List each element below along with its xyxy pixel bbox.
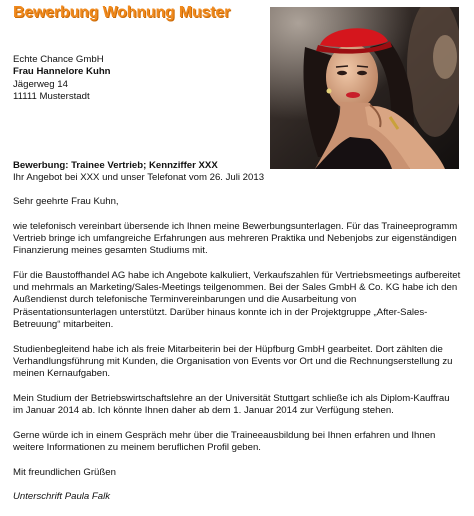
paragraph-studies: Mein Studium der Betriebswirtschaftslehre an der Universität Stuttgart schließe ich als Diplom-Kauffrau im Januar 2014 ab. Ich könnte Ihnen daher ab dem 1. Januar 2014 zur Verfügung stehen. (13, 392, 450, 417)
portrait-image (270, 7, 459, 169)
applicant-portrait-photo (270, 7, 459, 169)
sender-street: Jägerweg 14 (13, 78, 68, 90)
subject-block (13, 160, 264, 185)
paragraph-freelance: Studienbegleitend habe ich als freie Mitarbeiterin bei der Hüpfburg GmbH gearbeitet. Dort zählten die Verhandlungsführung mit Kunden, die Organisation von Events vor Ort und die Rechnungserstellung zu meinen Kernaufgaben. (13, 343, 453, 380)
paragraph-intro: wie telefonisch vereinbart übersende ich Ihnen meine Bewerbungsunterlagen. Für das Traineeprogramm Vertrieb bringe ich umfangreiche Erfahrungen aus mehreren Praktika und Nebenjobs zur eigenständigen Finanzierung meines gesamten Studiums mit. (13, 220, 458, 257)
paragraph-experience: Für die Baustoffhandel AG habe ich Angebote kalkuliert, Verkaufszahlen für Vertriebsmeetings aufbereitet und mehrmals an Marketing/Sales-Meetings teilgenommen. Bei der Sales GmbH & Co. KG habe ich den Außendienst durch telefonische Terminvereinbarungen und die Ausarbeitung von Präsentationsunterlagen unterstützt. Darüber hinaus konnte ich in der Projektgruppe „After-Sales-Betreuung“ mitarbeiten. (13, 269, 461, 330)
closing-greeting: Mit freundlichen Grüßen (13, 466, 116, 478)
subject-line: Bewerbung: Trainee Vertrieb; Kennziffer XXX (13, 160, 218, 171)
subject-reference: Ihr Angebot bei XXX und unser Telefonat vom 26. Juli 2013 (13, 172, 265, 184)
letter-body (13, 196, 461, 516)
signature: Unterschrift Paula Falk (13, 491, 111, 503)
salutation: Sehr geehrte Frau Kuhn, (13, 196, 119, 207)
document-title: Bewerbung Wohnung Muster (13, 4, 231, 21)
sender-city: 11111 Musterstadt (13, 90, 90, 102)
sender-address (13, 54, 111, 103)
sender-company: Echte Chance GmbH (13, 54, 104, 65)
sender-contact: Frau Hannelore Kuhn (13, 66, 111, 78)
paragraph-closing-request: Gerne würde ich in einem Gespräch mehr über die Traineeausbildung bei Ihnen erfahren und Ihnen weitere Informationen zu meinem beruflichen Profil geben. (13, 429, 436, 453)
